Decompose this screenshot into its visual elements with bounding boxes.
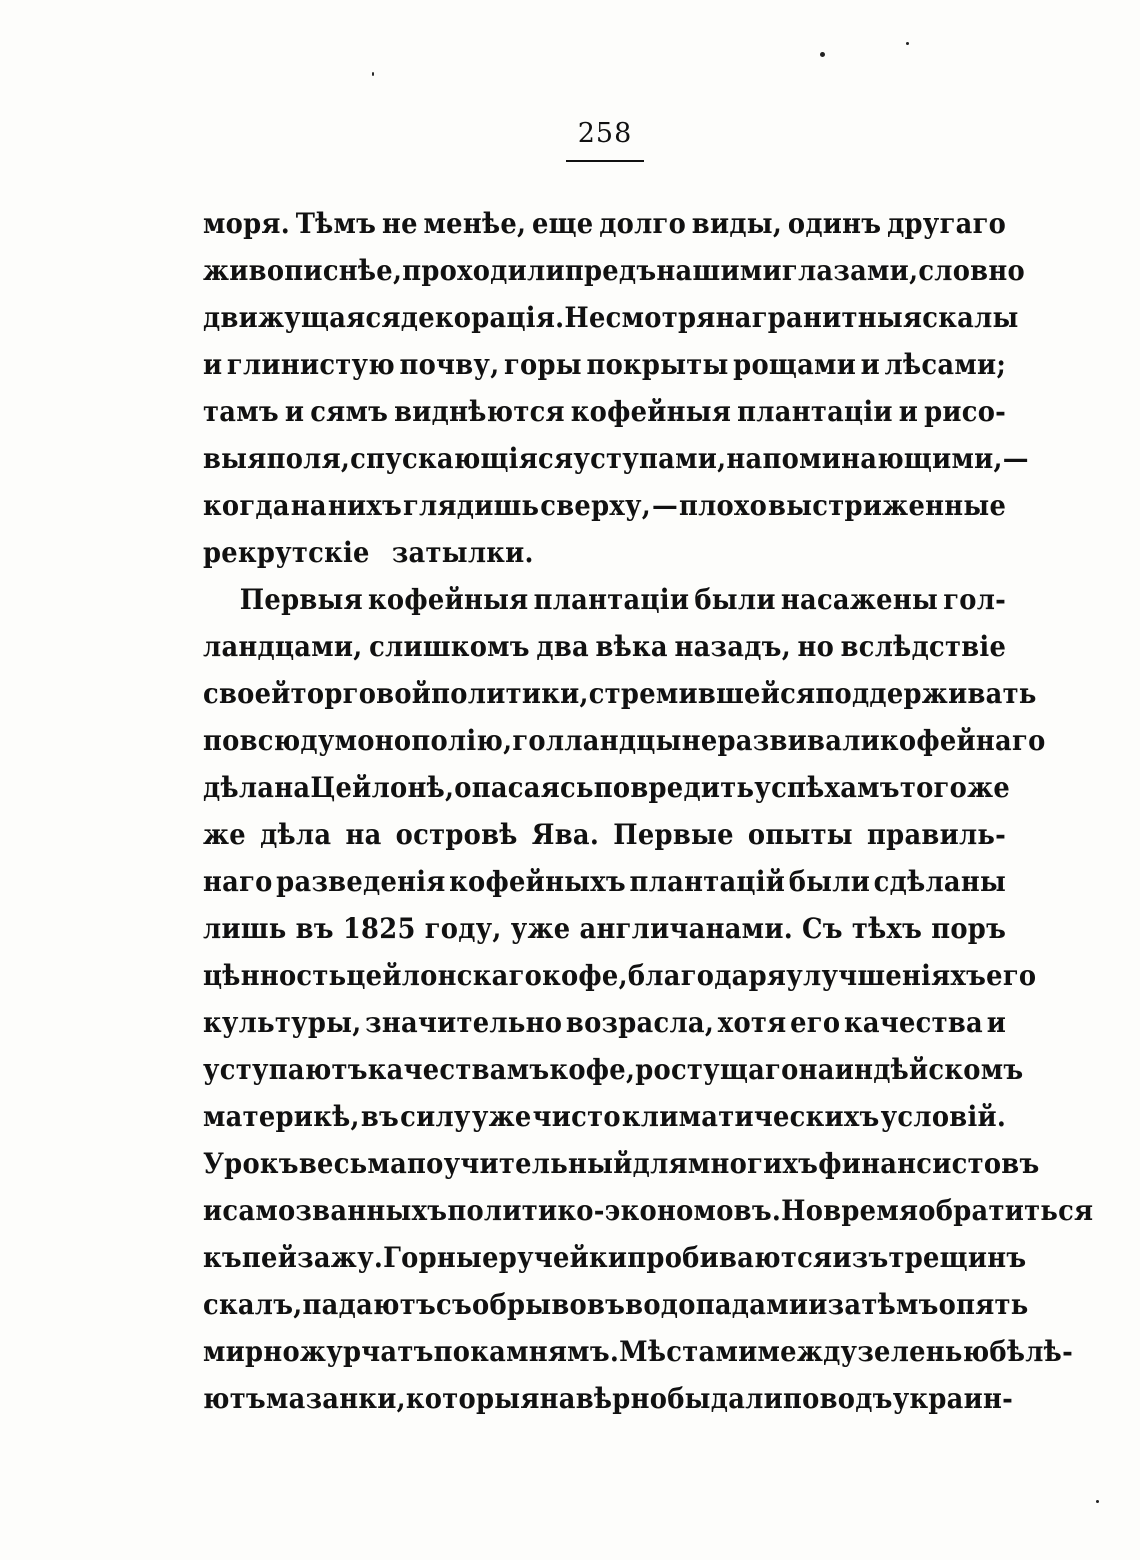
word: пробиваются [627, 1241, 833, 1274]
word: и [203, 1194, 223, 1227]
word: кофе, [542, 959, 628, 992]
word: самозванныхъ [222, 1194, 448, 1227]
text-line [203, 1234, 1027, 1281]
word: скалы [922, 301, 1019, 334]
word: обрывовъ [472, 1288, 626, 1321]
word: были [694, 583, 776, 616]
word: между [757, 1335, 858, 1368]
word: спускающіяся [350, 442, 574, 475]
word: опять [938, 1288, 1029, 1321]
word: кофейныя [570, 395, 732, 428]
word: тѣхъ [851, 912, 923, 945]
body-text [203, 200, 1094, 1422]
word: скалъ, [203, 1288, 303, 1321]
text-line [203, 717, 1046, 764]
word: кофе, [549, 1053, 636, 1086]
text-line [203, 811, 1006, 858]
word: Урокъ [203, 1147, 299, 1180]
word: его [986, 959, 1037, 992]
word: одинъ [787, 207, 882, 240]
page-number: 258 [577, 118, 633, 149]
word: два [536, 630, 589, 663]
word: журчатъ [299, 1335, 434, 1368]
text-line [203, 905, 1006, 952]
word: менѣе, [423, 207, 527, 240]
word: покрыты [586, 348, 729, 381]
word: бы [667, 1382, 711, 1415]
word: политики, [431, 677, 589, 710]
word: и [203, 348, 223, 381]
word: выя [203, 442, 267, 475]
word: въ [360, 1100, 400, 1133]
word: 1825 [342, 912, 416, 945]
word: плантацій [629, 865, 786, 898]
word: плохо [678, 489, 768, 522]
word: горы [503, 348, 582, 381]
word: поддерживать [815, 677, 1037, 710]
text-line [203, 1140, 1040, 1187]
word: выстриженные [768, 489, 1007, 522]
word: тогоже [899, 771, 1011, 804]
word: — [1002, 442, 1029, 475]
text-line [203, 1281, 1029, 1328]
word: время [823, 1194, 919, 1227]
word: водопадами [625, 1288, 809, 1321]
text-line [203, 1187, 1094, 1234]
word: индѣйскомъ [834, 1053, 1024, 1086]
word: дѣла [203, 771, 275, 804]
word: моря. [203, 207, 290, 240]
text-line [203, 247, 1025, 294]
word: опыты [747, 818, 853, 851]
word: тамъ [203, 395, 279, 428]
word: улучшеніяхъ [786, 959, 987, 992]
word: разведенія [276, 865, 446, 898]
text-line [203, 294, 1019, 341]
word: опасаясь [454, 771, 594, 804]
word: уже [510, 912, 571, 945]
word: обратиться [918, 1194, 1094, 1227]
word: движущаяся [203, 301, 401, 334]
word: правиль- [867, 818, 1007, 851]
word: но [797, 630, 835, 663]
text-line [203, 1093, 1006, 1140]
word: назадъ, [674, 630, 791, 663]
word: сверху, [540, 489, 652, 522]
word: на [798, 1053, 835, 1086]
text-line [203, 999, 1006, 1046]
word: весьма [298, 1147, 408, 1180]
word: ютъ [203, 1382, 266, 1415]
word: же [203, 818, 246, 851]
word: изъ [832, 1241, 889, 1274]
word: лишь [203, 912, 287, 945]
word: и [860, 348, 881, 381]
text-line [203, 200, 1006, 247]
word: виднѣются [394, 395, 565, 428]
text-line [203, 1375, 1014, 1422]
word: въ [295, 912, 334, 945]
word: мазанки, [265, 1382, 406, 1415]
word: повредить [593, 771, 755, 804]
word: глинистую [226, 348, 395, 381]
word: хотя [717, 1006, 787, 1039]
word: году, [424, 912, 502, 945]
word: ландцами, [203, 630, 363, 663]
word: материкѣ, [203, 1100, 360, 1133]
word: дѣла [260, 818, 332, 851]
word: Не [564, 301, 606, 334]
word: Ява. [531, 818, 600, 851]
word: рощами [733, 348, 857, 381]
word: напоминающими, [726, 442, 1003, 475]
word: украин- [892, 1382, 1014, 1415]
word: монополію, [334, 724, 513, 757]
word: финансистовъ [818, 1147, 1040, 1180]
word: словно [918, 254, 1025, 287]
word: поръ [931, 912, 1007, 945]
word: поводъ [783, 1382, 893, 1415]
word: нашими [656, 254, 782, 287]
text-line: рекрутскіе затылки. [203, 536, 534, 569]
text-line [203, 670, 1037, 717]
text-line [203, 435, 1029, 482]
word: мирно [203, 1335, 300, 1368]
text-line [203, 388, 1006, 435]
word: повсюду [203, 724, 335, 757]
word: цейлонскаго [346, 959, 543, 992]
word: — [651, 489, 679, 522]
word: поля, [266, 442, 351, 475]
word: вслѣдствіе [840, 630, 1007, 663]
word: и [986, 1006, 1007, 1039]
scan-speck [372, 72, 374, 76]
word: сдѣланы [873, 865, 1007, 898]
word: на [274, 771, 311, 804]
scan-speck [906, 42, 909, 45]
word: были [788, 865, 871, 898]
text-line [203, 341, 1006, 388]
word: трещинъ [888, 1241, 1027, 1274]
word: уступами, [573, 442, 727, 475]
word: нихъ [327, 489, 403, 522]
word: сямъ [310, 395, 389, 428]
word: на [715, 301, 752, 334]
word: Тѣмъ [295, 207, 377, 240]
word: силу [400, 1100, 471, 1133]
word: многихъ [687, 1147, 819, 1180]
word: цѣнность [203, 959, 347, 992]
word: предъ [564, 254, 657, 287]
text-line [203, 858, 1006, 905]
word: островѣ [395, 818, 518, 851]
word: благодаря [627, 959, 787, 992]
word: на [345, 818, 382, 851]
word: глазами, [781, 254, 919, 287]
page-number-rule [566, 160, 644, 162]
word: еще [531, 207, 594, 240]
text-line [203, 952, 1037, 999]
word: гол- [943, 583, 1007, 616]
word: насажены [780, 583, 939, 616]
word: климатическихъ [621, 1100, 880, 1133]
word: условій. [880, 1100, 1007, 1133]
word: Цейлонѣ, [310, 771, 455, 804]
word: навѣрно [539, 1382, 668, 1415]
word: и [898, 395, 919, 428]
word: культуры, [203, 1006, 362, 1039]
word: вѣка [595, 630, 668, 663]
word: политико-экономовъ. [447, 1194, 782, 1227]
word: кофейныя [368, 583, 529, 616]
word: уже [471, 1100, 532, 1133]
word: лѣсами; [884, 348, 1007, 381]
text-line [203, 482, 1006, 529]
word: не [681, 724, 718, 757]
word: виды, [691, 207, 783, 240]
paragraph-first-line [203, 576, 1006, 623]
word: декорація. [400, 301, 565, 334]
word: камнямъ. [470, 1335, 620, 1368]
word: плантаціи [533, 583, 690, 616]
word: по [433, 1335, 471, 1368]
word: слишкомъ [369, 630, 530, 663]
word: почву, [399, 348, 500, 381]
word: затѣмъ [827, 1288, 939, 1321]
word: чисто [532, 1100, 621, 1133]
word: Мѣстами [619, 1335, 758, 1368]
word: качества [844, 1006, 984, 1039]
word: для [632, 1147, 688, 1180]
word: на [290, 489, 327, 522]
word: проходили [402, 254, 565, 287]
word: качествамъ [367, 1053, 550, 1086]
text-line [203, 1328, 1074, 1375]
word: смотря [605, 301, 716, 334]
word: англичанами. [579, 912, 793, 945]
word: глядишь [402, 489, 540, 522]
word: долго [599, 207, 687, 240]
word: возрасла, [565, 1006, 715, 1039]
word: не [381, 207, 418, 240]
word: Первыя [239, 583, 363, 616]
word: зеленью [857, 1335, 990, 1368]
word: стремившейся [588, 677, 816, 710]
word: бѣлѣ- [989, 1335, 1074, 1368]
word: которыя [405, 1382, 540, 1415]
word: наго [203, 865, 273, 898]
word: дали [710, 1382, 784, 1415]
scan-speck [1096, 1500, 1099, 1503]
word: другаго [887, 207, 1007, 240]
word: Горные [383, 1241, 499, 1274]
word: голландцы [512, 724, 682, 757]
word: значительно [365, 1006, 563, 1039]
word: успѣхамъ [754, 771, 900, 804]
word: пейзажу. [241, 1241, 384, 1274]
word: падаютъ [302, 1288, 437, 1321]
word: къ [203, 1241, 242, 1274]
word: Съ [802, 912, 843, 945]
word: поучительный [407, 1147, 633, 1180]
word: ручейки [498, 1241, 628, 1274]
word: плантаціи [737, 395, 893, 428]
word: кофейныхъ [449, 865, 626, 898]
word: и [808, 1288, 828, 1321]
word: его [790, 1006, 841, 1039]
word: живописнѣе, [203, 254, 403, 287]
word: развивали [717, 724, 881, 757]
text-line [203, 1046, 1024, 1093]
word: рисо- [924, 395, 1007, 428]
word: Первые [613, 818, 734, 851]
word: и [284, 395, 305, 428]
word: Но [781, 1194, 824, 1227]
word: своей [203, 677, 291, 710]
word: уступаютъ [203, 1053, 368, 1086]
word: гранитныя [751, 301, 923, 334]
scan-speck [820, 52, 825, 57]
word: кофейнаго [880, 724, 1046, 757]
word: ростущаго [635, 1053, 799, 1086]
text-line [203, 764, 1011, 811]
word: торговой [290, 677, 432, 710]
text-line [203, 623, 1006, 670]
word: когда [203, 489, 290, 522]
word: съ [436, 1288, 473, 1321]
